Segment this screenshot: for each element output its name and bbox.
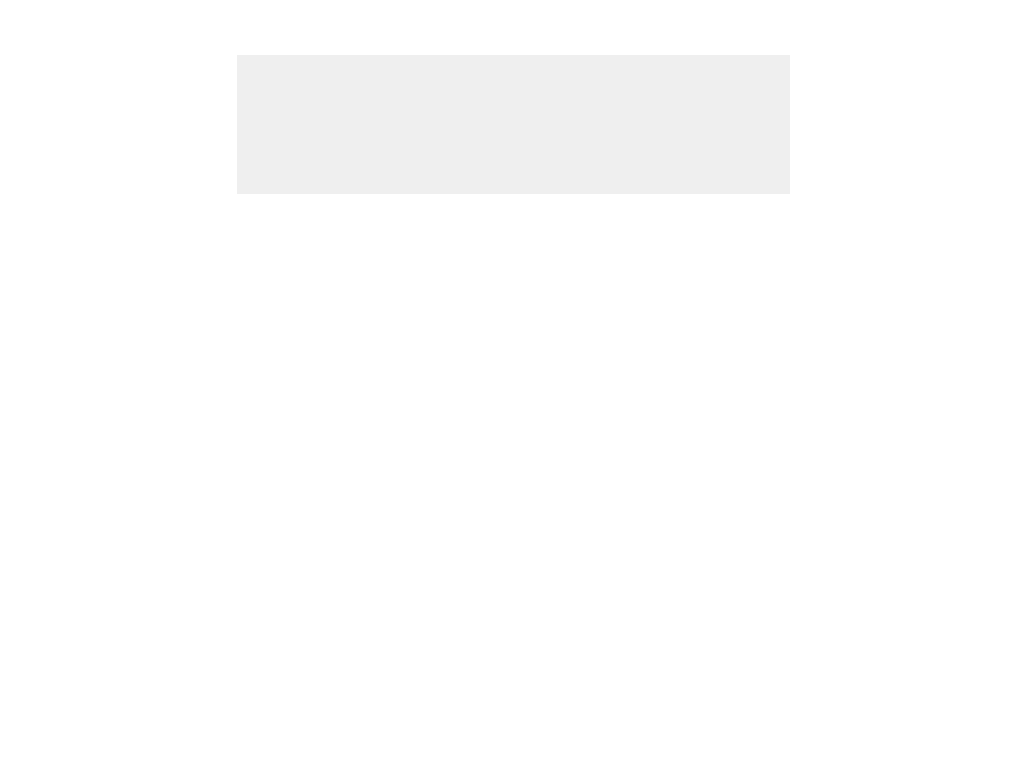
solar-radiation-group: [237, 55, 790, 194]
solar-group-heading: [250, 61, 777, 87]
technical-data-table: [237, 55, 790, 194]
